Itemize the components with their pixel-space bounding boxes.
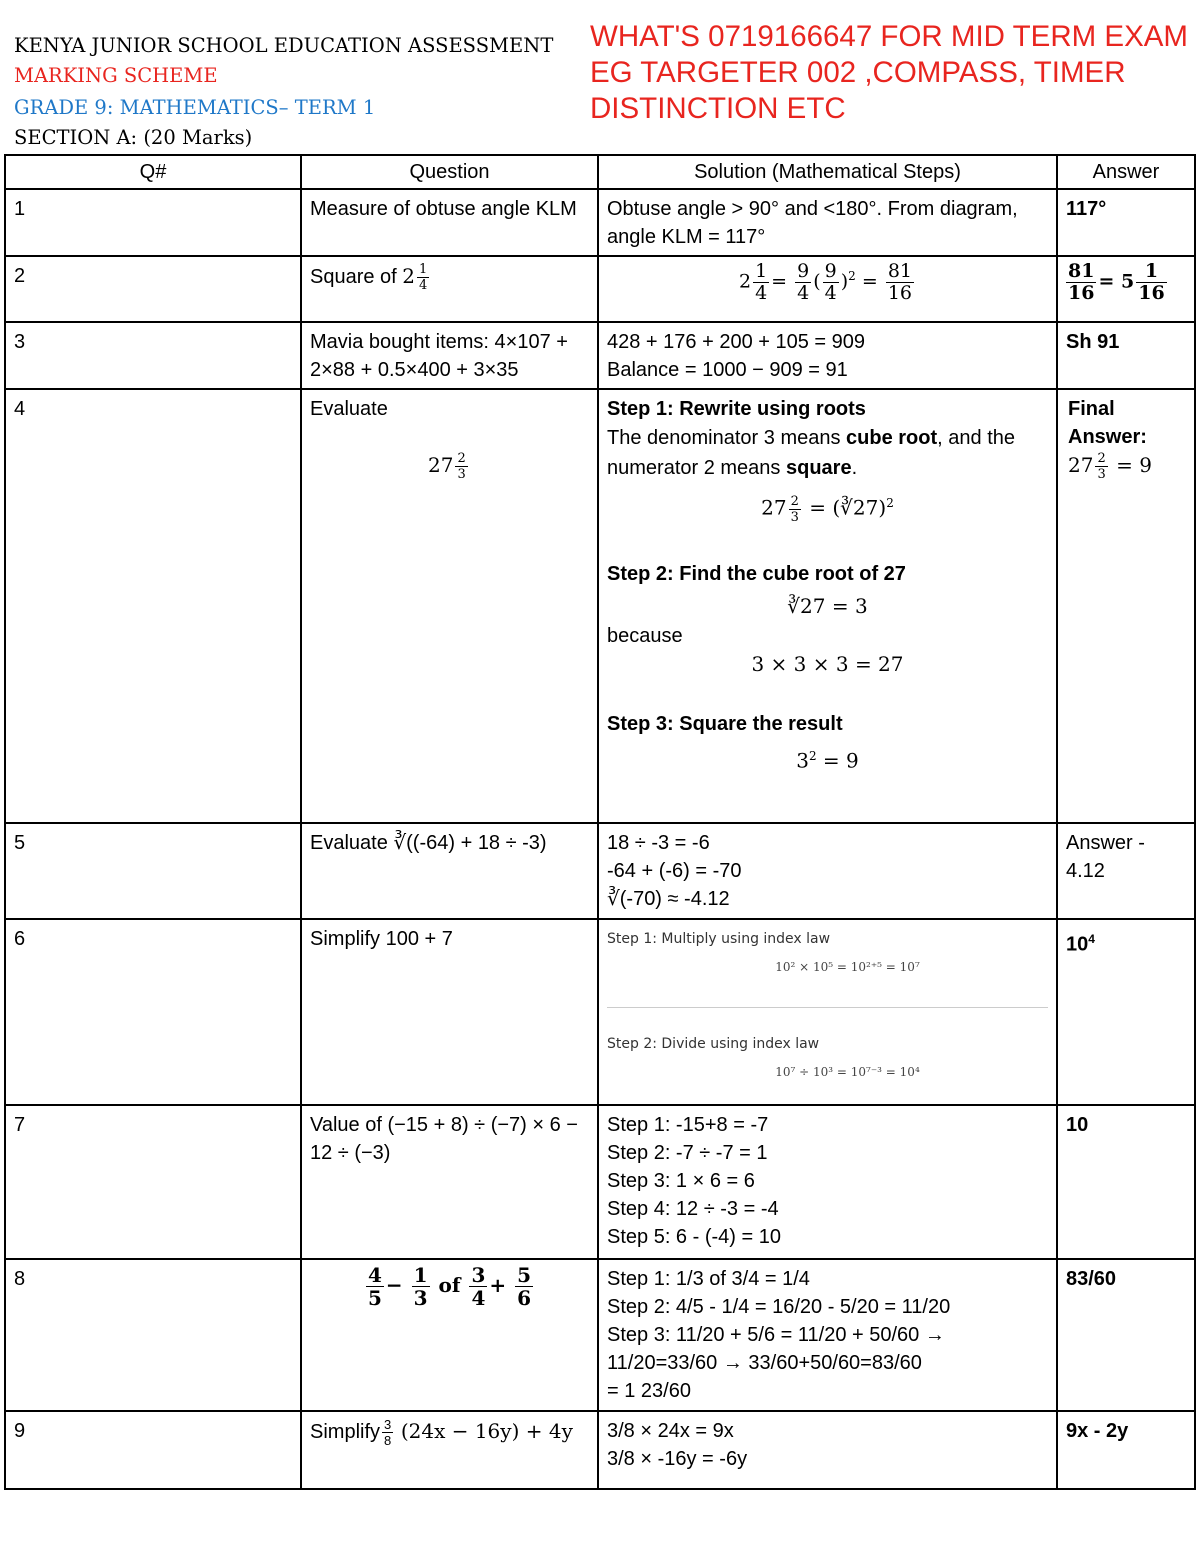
step-heading: Step 3: Square the result (607, 712, 843, 735)
ad-line-3: DISTINCTION ETC (590, 92, 846, 125)
header-qnum: Q# (5, 155, 301, 189)
document-title: KENYA JUNIOR SCHOOL EDUCATION ASSESSMENT (14, 34, 554, 57)
solution-equation: 2 $\frac{1}{4}$ = $\frac{9}{4}$ ( $\frac{9}{4}$ )$^2$ = $\frac{81}{16}$ (598, 256, 1057, 322)
table-row (5, 919, 1195, 1105)
step-text: because (607, 624, 683, 647)
solution-line: Step 1: -15+8 = -7 (607, 1114, 769, 1136)
step-equation: 3 × 3 × 3 = 27 (751, 651, 904, 676)
question-number: 7 (5, 1105, 301, 1259)
question-text: Simplify 100 + 7 (301, 919, 598, 1105)
solution-line: Step 3: 11/20 + 5/6 = 11/20 + 50/60 → (607, 1324, 945, 1346)
question-expression: $\frac{4}{5}$ − $\frac{1}{3}$ of $\frac{3}{4}$ + $\frac{5}{6}$ (301, 1259, 598, 1411)
answer-text: 117° (1057, 189, 1195, 256)
solution-line: 18 ÷ -3 = -6 (607, 832, 710, 854)
ad-line-2: EG TARGETER 002 ,COMPASS, TIMER (590, 56, 1126, 89)
solution-line: Step 4: 12 ÷ -3 = -4 (607, 1198, 779, 1220)
solution-steps (598, 1259, 1057, 1411)
header-question: Question (301, 155, 598, 189)
step-heading: Step 2: Find the cube root of 27 (607, 562, 906, 585)
answer-text: 9x - 2y (1057, 1411, 1195, 1489)
table-row (5, 389, 1195, 823)
marking-scheme-label: MARKING SCHEME (14, 64, 218, 87)
solution-text: Obtuse angle > 90° and <180°. From diagram, angle KLM = 117° (598, 189, 1057, 256)
solution-steps (598, 1105, 1057, 1259)
step-equation: 27 $\frac{2}{3}$ = (∛27)$^2$ (761, 493, 894, 525)
question-number: 5 (5, 823, 301, 919)
solution-line: Step 2: -7 ÷ -7 = 1 (607, 1142, 768, 1164)
solution-line: 3/8 × -16y = -6y (607, 1448, 748, 1470)
table-row (5, 1259, 1195, 1411)
ad-line-1: WHAT'S 0719166647 FOR MID TERM EXAM (590, 20, 1188, 53)
answer-text: Sh 91 (1057, 322, 1195, 389)
question-number: 9 (5, 1411, 301, 1489)
table-row (5, 1411, 1195, 1489)
question-number: 2 (5, 256, 301, 322)
solution-line: Step 2: 4/5 - 1/4 = 16/20 - 5/20 = 11/20 (607, 1296, 951, 1318)
question-text: Mavia bought items: 4×107 + 2×88 + 0.5×400 + 3×35 (301, 322, 598, 389)
question-text: Measure of obtuse angle KLM (301, 189, 598, 256)
question-text: Evaluate ∛((-64) + 18 ÷ -3) (301, 823, 598, 919)
power-expression: 27 $\frac{2}{3}$ (428, 451, 466, 482)
question-number: 1 (5, 189, 301, 256)
solution-line: Step 5: 6 - (-4) = 10 (607, 1226, 781, 1248)
marking-scheme-table (4, 154, 1196, 1490)
question-number: 6 (5, 919, 301, 1105)
solution-line: ∛(-70) ≈ -4.12 (607, 888, 730, 910)
answer-text: 10 (1057, 1105, 1195, 1259)
solution-line: = 1 23/60 (607, 1380, 691, 1402)
question-text (301, 389, 598, 823)
answer-text: Answer - 4.12 (1057, 823, 1195, 919)
question-number: 8 (5, 1259, 301, 1411)
header-solution: Solution (Mathematical Steps) (598, 155, 1057, 189)
solution-line: 428 + 176 + 200 + 105 = 909 (607, 331, 866, 353)
step-heading: Step 2: Divide using index law (607, 1036, 820, 1052)
table-row (5, 823, 1195, 919)
solution-line: Balance = 1000 − 909 = 91 (607, 359, 848, 381)
solution-line: -64 + (-6) = -70 (607, 860, 742, 882)
mixed-number: 2 $\frac{1}{4}$ (402, 262, 428, 293)
solution-line: 3/8 × 24x = 9x (607, 1420, 734, 1442)
question-number: 4 (5, 389, 301, 823)
question-number: 3 (5, 322, 301, 389)
solution-line: Step 3: 1 × 6 = 6 (607, 1170, 755, 1192)
table-row (5, 1105, 1195, 1259)
divider (607, 1007, 1048, 1008)
answer-text: 83/60 (1057, 1259, 1195, 1411)
step-text: The denominator 3 means cube root, and the numerator 2 means square. (607, 427, 1015, 479)
step-equation: 10⁷ ÷ 10³ = 10⁷⁻³ = 10⁴ (775, 1065, 920, 1079)
table-row (5, 189, 1195, 256)
table-row (5, 322, 1195, 389)
question-prefix: Square of (310, 266, 397, 288)
step-heading: Step 1: Multiply using index law (607, 931, 831, 947)
question-text: Simplify $\frac{3}{8}$ (24x − 16y) + 4y (301, 1411, 598, 1489)
solution-image-steps (598, 919, 1057, 1105)
solution-steps (598, 389, 1057, 823)
answer-text: $10^4$ (1057, 919, 1195, 1105)
answer-text: Final Answer: 27 $\frac{2}{3}$ = 9 (1057, 389, 1195, 823)
solution-line: 11/20=33/60 → 33/60+50/60=83/60 (607, 1352, 922, 1374)
grade-label: GRADE 9: MATHEMATICS– TERM 1 (14, 96, 376, 119)
step-equation: 10² × 10⁵ = 10²⁺⁵ = 10⁷ (775, 960, 920, 974)
header-answer: Answer (1057, 155, 1195, 189)
question-text: Value of (−15 + 8) ÷ (−7) × 6 − 12 ÷ (−3) (301, 1105, 598, 1259)
answer-text: $\frac{81}{16}$ = 5 $\frac{1}{16}$ (1057, 256, 1195, 322)
solution-text (598, 823, 1057, 919)
table-header-row (5, 155, 1195, 189)
question-text (301, 256, 598, 322)
solution-line: Step 1: 1/3 of 3/4 = 1/4 (607, 1268, 810, 1290)
solution-text (598, 1411, 1057, 1489)
step-equation: $3^2 = 9$ (796, 748, 859, 773)
question-prefix: Evaluate (310, 398, 388, 420)
table-row (5, 256, 1195, 322)
step-equation: ∛27 = 3 (787, 593, 868, 618)
section-label: SECTION A: (20 Marks) (14, 126, 253, 149)
step-heading: Step 1: Rewrite using roots (607, 398, 866, 420)
solution-text (598, 322, 1057, 389)
